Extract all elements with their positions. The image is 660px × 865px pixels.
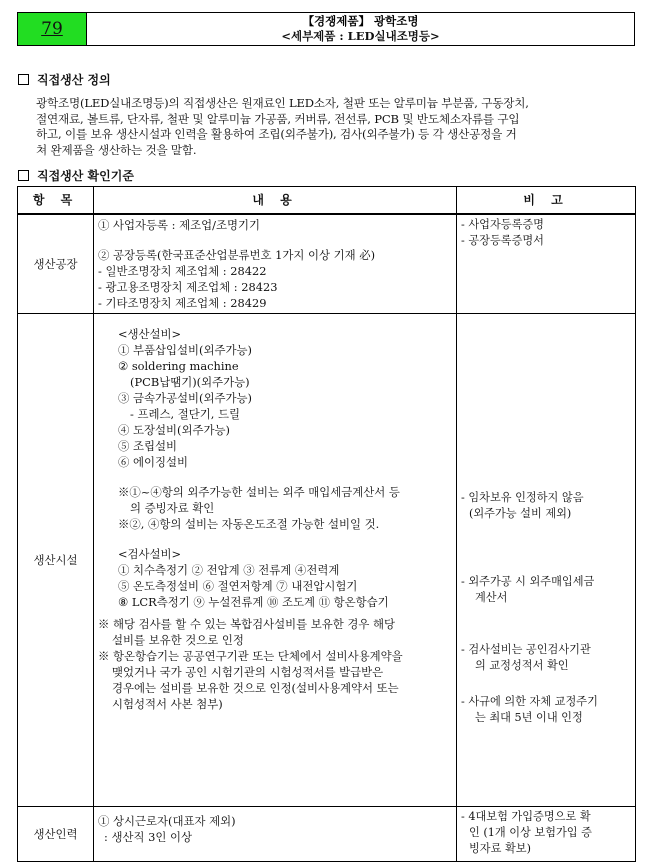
production-title: <생산설비>: [118, 327, 182, 341]
production-item: ④ 도장설비(외주가능): [118, 423, 230, 437]
production-item: ① 부품삽입설비(외주가능): [118, 343, 252, 357]
table-row: [18, 807, 636, 862]
note-line: - 사업자등록증명: [461, 218, 544, 231]
content-line: - 기타조명장치 제조업체 : 28429: [98, 296, 267, 310]
definition-line: 쳐 완제품을 생산하는 것을 말함.: [36, 142, 197, 157]
footnote-line: 시험성적서 사본 첨부): [112, 697, 223, 711]
section1-heading: 직접생산 정의: [18, 71, 111, 88]
note-line: - 4대보험 가입증명으로 확: [461, 810, 591, 823]
note-line: - 외주가공 시 외주매입세금: [461, 575, 595, 588]
definition-line: 광학조명(LED실내조명등)의 직접생산은 원재료인 LED소자, 철판 또는 알루미늄 부분품, 구동장치,: [36, 96, 529, 110]
footnote-line: 설비를 보유한 것으로 인정: [112, 633, 244, 647]
footnote-line: ※ 해당 검사를 할 수 있는 복합검사설비를 보유한 경우 해당: [98, 617, 396, 631]
production-note: ※①~④항의 외주가능한 설비는 외주 매입세금계산서 등: [118, 485, 400, 499]
definition-line: 하고, 이를 보유 생산시설과 인력을 활용하여 조립(외주불가), 검사(외주불가) 등 각 생산공정을 거: [36, 127, 517, 141]
footnote-line: 경우에는 설비를 보유한 것으로 인정(설비사용계약서 또는: [112, 681, 399, 695]
note-line: 인 (1개 이상 보험가입 증: [469, 826, 592, 839]
item-number: 79: [41, 19, 63, 39]
note-line: 의 교정성적서 확인: [475, 659, 569, 672]
note-line: 계산서: [475, 591, 508, 604]
note-line: - 검사설비는 공인검사기관: [461, 643, 591, 656]
note-line: (외주가능 설비 제외): [469, 507, 572, 520]
content-line: ① 상시근로자(대표자 제외): [98, 814, 236, 828]
section2-heading: 직접생산 확인기준: [18, 167, 134, 184]
inspection-item: ⑧ LCR측정기 ⑨ 누설전류계 ⑩ 조도계 ⑪ 항온항습기: [118, 595, 389, 609]
row-content: [94, 807, 457, 862]
inspection-title: <검사설비>: [118, 547, 182, 561]
table-row: [18, 314, 636, 807]
row-category: 생산시설: [18, 314, 94, 807]
production-note: 의 증빙자료 확인: [130, 501, 215, 515]
production-item: ② soldering machine: [118, 359, 239, 373]
content-line: ② 공장등록(한국표준산업분류번호 1가지 이상 기재 必): [98, 248, 376, 262]
table-row: [18, 214, 636, 314]
production-item: ⑤ 조립설비: [118, 439, 178, 453]
note-line: - 임차보유 인정하지 않음: [461, 491, 584, 504]
production-item: - 프레스, 절단기, 드릴: [130, 407, 240, 421]
production-item: ③ 금속가공설비(외주가능): [118, 391, 252, 405]
production-item: ⑥ 에이징설비: [118, 455, 189, 469]
note-line: 빙자료 확보): [469, 842, 531, 855]
note-line: - 공장등록증명서: [461, 234, 544, 247]
footnote-line: 맺었거나 국가 공인 시험기관의 시험성적서를 발급받은: [112, 665, 384, 679]
content-line: - 광고용조명장치 제조업체 : 28423: [98, 280, 278, 294]
header-content: 내 용: [94, 187, 457, 215]
criteria-table: [17, 186, 636, 862]
row-category: 생산인력: [18, 807, 94, 862]
production-note: ※②, ④항의 설비는 자동온도조절 가능한 설비일 것.: [118, 517, 380, 531]
definition-line: 절연재료, 볼트류, 단자류, 철판 및 알루미늄 가공품, 커버류, 전선류, PCB 및 반도체소자류를 구입: [36, 111, 520, 126]
row-content: [94, 214, 457, 314]
inspection-item: ⑤ 온도측정설비 ⑥ 절연저항계 ⑦ 내전압시험기: [118, 579, 358, 593]
definition-paragraph: [36, 96, 636, 158]
item-number-box: [17, 12, 87, 46]
header-notes: 비 고: [457, 187, 636, 215]
header-category: 항 목: [18, 187, 94, 215]
row-notes: [457, 214, 636, 314]
row-content: [94, 314, 457, 807]
content-line: - 일반조명장치 제조업체 : 28422: [98, 264, 267, 278]
row-notes: [457, 807, 636, 862]
checkbox-square-icon: [18, 170, 29, 181]
title-line1: 【경쟁제품】 광학조명: [302, 14, 419, 28]
inspection-item: ① 치수측정기 ② 전압계 ③ 전류계 ④전력계: [118, 563, 340, 577]
title-box: [87, 12, 635, 46]
row-category: 생산공장: [18, 214, 94, 314]
note-line: - 사규에 의한 자체 교정주기: [461, 695, 598, 708]
production-item: (PCB납땜기)(외주가능): [130, 375, 250, 389]
content-line: ① 사업자등록 : 제조업/조명기기: [98, 218, 260, 232]
checkbox-square-icon: [18, 74, 29, 85]
content-line: : 생산직 3인 이상: [104, 830, 192, 844]
row-notes: [457, 314, 636, 807]
footnote-line: ※ 항온항습기는 공공연구기관 또는 단체에서 설비사용계약을: [98, 649, 403, 663]
table-header-row: [18, 187, 636, 215]
title-line2: <세부제품 : LED실내조명등>: [281, 29, 440, 43]
note-line: 는 최대 5년 이내 인정: [475, 711, 583, 724]
